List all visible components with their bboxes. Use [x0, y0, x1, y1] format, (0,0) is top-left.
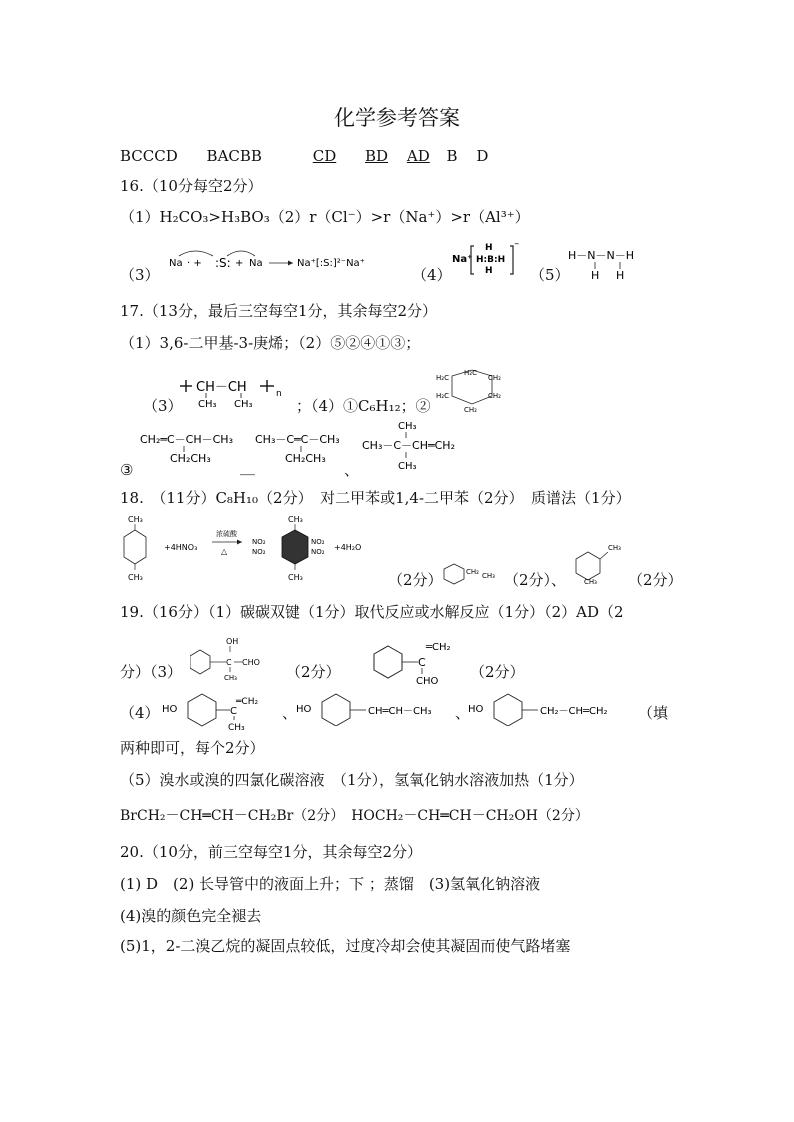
svg-text:CH₂: CH₂ [488, 392, 501, 400]
q19-4b-ho: HO [296, 704, 312, 715]
q19-line2a: 分）（3） [120, 663, 183, 681]
nabh4-electron-formula [452, 240, 532, 280]
q19-line3b: 、 [282, 704, 298, 722]
q19-line3c: 、 [455, 704, 471, 722]
q19-structure-4a [162, 688, 280, 730]
na2s-plus-1: · + [187, 258, 202, 269]
h-bottom: H [485, 266, 493, 276]
na2s-product: Na⁺[:S:]²⁻Na⁺ [297, 258, 365, 269]
q19-structure-3b [372, 636, 472, 684]
q18-pts1: （2分） [388, 571, 443, 589]
q17-header: 17.（13分，最后三空每空1分，其余每空2分） [120, 302, 438, 320]
no2-4: NO₂ [311, 548, 325, 556]
no2-3: NO₂ [311, 538, 325, 546]
q16-a4-label: （4） [412, 266, 452, 284]
hydrazine-h2: H [616, 269, 625, 282]
hydrazine-chain: H－N－N－H [568, 249, 634, 262]
q17-a4: ；（4）①C₆H₁₂；② [296, 397, 431, 415]
na-right: Na [249, 258, 263, 269]
q19-structure-3a [190, 634, 270, 682]
q17-separator-1: ＿ [240, 459, 256, 477]
svg-text:CH₂: CH₂ [464, 406, 477, 414]
polymer-ch3-1: CH₃ [198, 399, 217, 410]
q17-separator-2: 、 [344, 461, 360, 479]
choice-single-2: D [476, 147, 489, 165]
reagent-hno3: +4HNO₃ [164, 543, 198, 552]
mxylene-ch3-2: CH₃ [584, 578, 597, 586]
choice-group-2: BACBB [206, 147, 262, 165]
q20-line2: (4)溴的颜色完全褪去 [120, 907, 262, 925]
nitration-equation [120, 512, 390, 590]
na2s-electron-formula [165, 246, 405, 280]
q19-4c-chain: CH₂－CH═CH₂ [540, 706, 608, 717]
choice-single-1: B [446, 147, 458, 165]
q19-3b-ch2: ═CH₂ [426, 642, 451, 653]
product-ch3-bottom: CH₃ [288, 573, 303, 582]
q16-line1 [120, 207, 530, 227]
q19-line2b: （2分） [286, 663, 341, 681]
q20-line3: (5)1，2-二溴乙烷的凝固点较低，过度冷却会使其凝固而使气路堵塞 [120, 937, 571, 955]
q20-header: 20.（10分，前三空每空1分，其余每空2分） [120, 843, 423, 861]
svg-text:C: C [418, 656, 426, 669]
choice-group-1: BCCCD [120, 147, 178, 165]
hydrazine-structure [568, 246, 658, 282]
q19-line4: 两种即可，每个2分） [120, 739, 265, 757]
q20-line1: (1) D (2) 长导管中的液面上升；下 ；蒸馏 (3)氢氧化钠溶液 [120, 875, 541, 893]
q16-a3-label: （3） [120, 266, 160, 284]
q16-header: 16.（10分每空2分） [120, 177, 263, 195]
product-ring [282, 530, 308, 564]
polymer-ch3-2: CH₃ [234, 399, 253, 410]
page-title: 化学参考答案 [334, 106, 460, 130]
q16-a2-label: （2） [269, 208, 310, 226]
ethylbenzene-structure [442, 561, 502, 587]
q18-header: 18. （11分）C₈H₁₀（2分） 对二甲苯或1,4-二甲苯（2分） 质谱法（1分） [120, 489, 631, 507]
q19-4c-ho: HO [468, 704, 484, 715]
reactant-ring [124, 530, 146, 564]
q19-4a-ch3: CH₃ [228, 723, 245, 730]
mxylene-ch3-1: CH₃ [608, 544, 621, 552]
q16-a5-label: （5） [530, 266, 570, 284]
isomer-1 [140, 428, 245, 468]
q19-3b-cho: CHO [416, 676, 439, 684]
q17-a3-label: （3） [143, 397, 183, 415]
choice-answers [120, 146, 488, 166]
svg-text:C: C [230, 706, 237, 717]
q19-3a-ch3: CH₃ [224, 674, 237, 682]
polymer-structure [176, 374, 296, 414]
electron-arrow-right [227, 251, 255, 256]
h-top: H [485, 243, 493, 253]
svg-text:H₂C: H₂C [464, 369, 477, 377]
h-b-h: H:B:H [476, 255, 506, 265]
q19-line6: BrCH₂－CH═CH－CH₂Br（2分） HOCH₂－CH═CH－CH₂OH（2分） [120, 808, 589, 824]
no2-1: NO₂ [252, 538, 266, 546]
choice-multi-1: CD [312, 147, 337, 165]
svg-text:CH₂: CH₂ [466, 568, 479, 576]
cyclohexane-structure [432, 366, 512, 418]
no2-2: NO₂ [252, 548, 266, 556]
reactant-ch3-top: CH₃ [128, 515, 143, 524]
ethyl-ch3: CH₃ [482, 572, 495, 580]
bracket-left [471, 246, 474, 274]
q18-pts3: （2分） [628, 571, 683, 589]
iso3-main: CH₃－C－CH═CH₂ [362, 439, 455, 452]
q17-a-circle3: ③ [120, 461, 134, 479]
q16-a2-text: r（Cl⁻）>r（Na⁺）>r（Al³⁺） [309, 208, 530, 226]
iso3-top: CH₃ [398, 421, 417, 432]
polymer-ch1: CH－CH [196, 380, 247, 395]
q19-4b-chain: CH═CH－CH₃ [368, 706, 432, 717]
q19-line1: 19.（16分）（1）碳碳双键（1分）取代反应或水解反应（1分）（2）AD（2 [120, 603, 624, 621]
na-left: Na [169, 258, 183, 269]
q19-structure-4b [296, 690, 456, 726]
isomer-2 [255, 428, 355, 468]
q19-line3d: （填 [638, 704, 669, 722]
q19-3a-cho: CHO [242, 658, 260, 667]
m-xylene-structure [570, 540, 630, 586]
svg-text:CH₂: CH₂ [488, 374, 501, 382]
q19-4a-ch2: ═CH₂ [236, 697, 259, 707]
q16-a1-label: （1） [120, 208, 160, 226]
iso2-main: CH₃－C═C－CH₃ [255, 433, 340, 446]
q16-a1-text: H₂CO₃>H₃BO₃ [159, 208, 270, 226]
svg-text:△: △ [221, 547, 228, 556]
q17-line1: （1）3,6-二甲基-3-庚烯；（2）⑤②④①③； [120, 334, 421, 352]
q18-pts2: （2分）、 [504, 571, 567, 589]
catalyst-label: 浓硫酸 [216, 530, 237, 538]
q19-line5: （5）溴水或溴的四氯化碳溶液 （1分），氢氧化钠水溶液加热（1分） [120, 771, 584, 789]
svg-text:H₂C: H₂C [436, 374, 449, 382]
polymer-n: n [276, 389, 282, 399]
iso1-sub: CH₂CH₃ [170, 452, 211, 465]
bracket-right [510, 246, 513, 274]
choice-multi-2: BD [365, 147, 389, 165]
sulfur-atom: :S: [215, 256, 231, 270]
reactant-ch3-bottom: CH₃ [128, 573, 143, 582]
q19-line2c: （2分） [470, 663, 525, 681]
svg-text:C: C [226, 658, 232, 667]
isomer-3 [362, 416, 492, 476]
q19-3a-oh: OH [226, 637, 239, 646]
product-ch3-top: CH₃ [288, 515, 303, 524]
q19-4a-ho: HO [162, 704, 178, 715]
q19-structure-4c [468, 690, 638, 726]
svg-text:H₂C: H₂C [436, 392, 449, 400]
choice-multi-3: AD [406, 147, 430, 165]
na-cation: Na⁺ [452, 254, 473, 265]
charge: ⁻ [514, 241, 520, 252]
product-water: +4H₂O [334, 543, 362, 552]
iso2-sub: CH₂CH₃ [285, 452, 326, 465]
na2s-plus-2: + [235, 258, 244, 269]
hydrazine-h1: H [591, 269, 600, 282]
electron-arrow-left [179, 251, 213, 256]
iso1-main: CH₂═C－CH－CH₃ [140, 433, 233, 446]
iso3-bottom: CH₃ [398, 461, 417, 472]
q19-line3a: （4） [120, 704, 160, 722]
